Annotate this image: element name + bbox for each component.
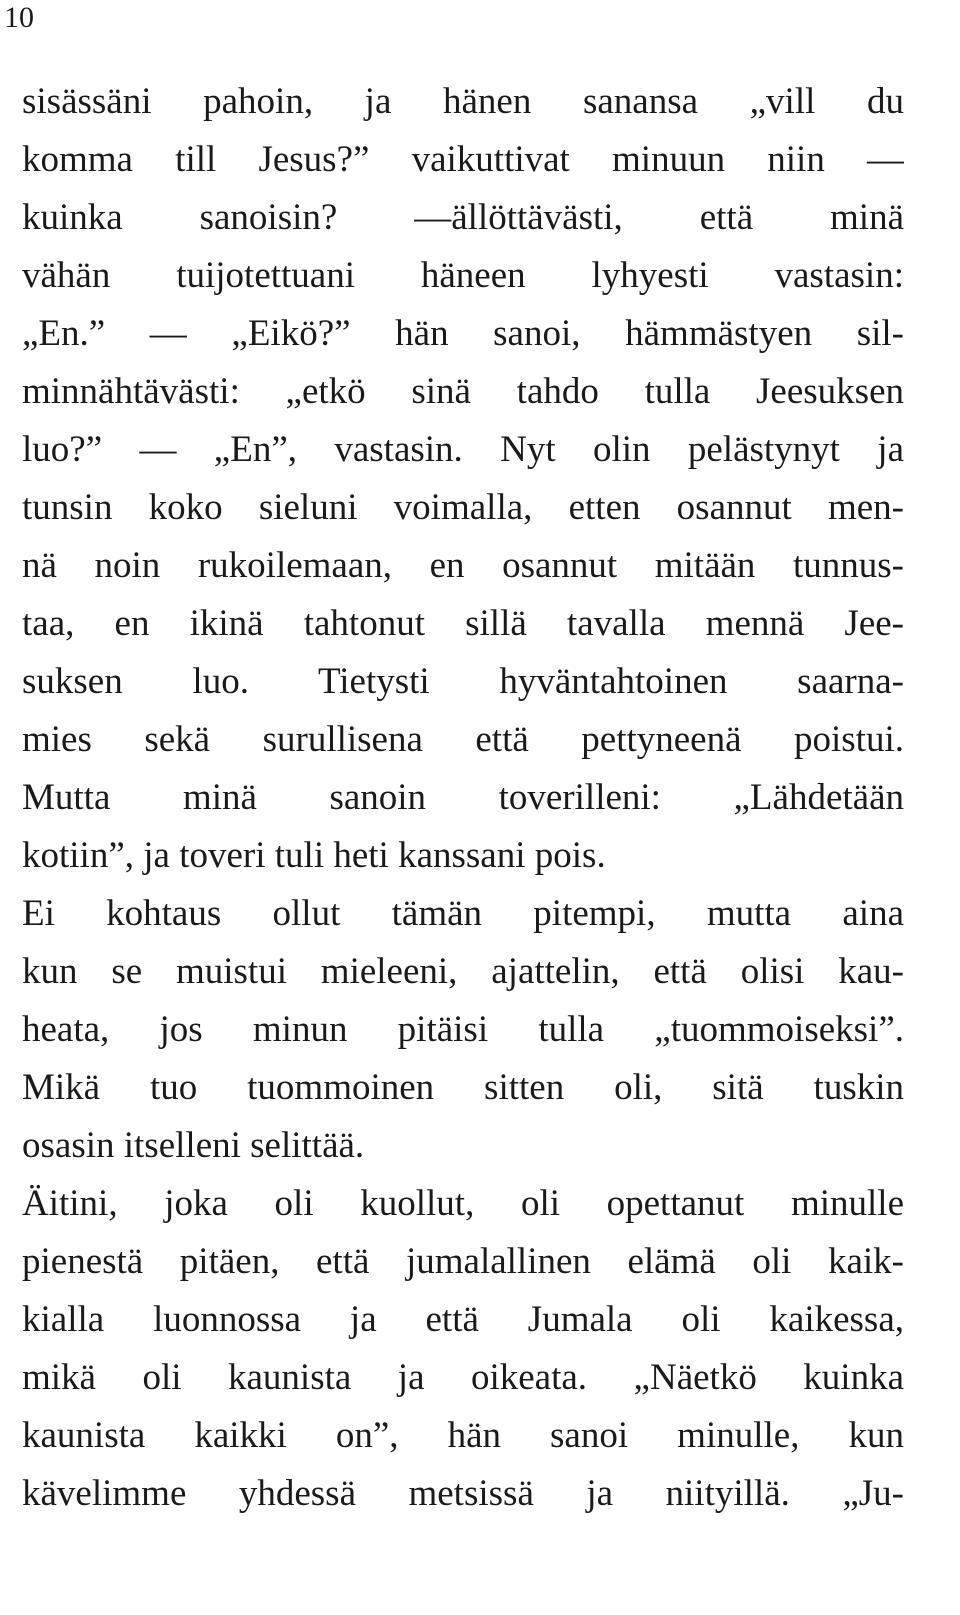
text-line: kialla luonnossa ja että Jumala oli kaikessa, <box>22 1299 904 1340</box>
text-line: tunsin koko sieluni voimalla, etten osannut men- <box>22 487 904 528</box>
text-line: kotiin”, ja toveri tuli heti kanssani pois. <box>22 835 606 876</box>
text-line: kun se muistui mieleeni, ajattelin, että olisi kau- <box>22 951 904 992</box>
text-line: kaunista kaikki on”, hän sanoi minulle, kun <box>22 1415 904 1456</box>
text-line: vähän tuijotettuani häneen lyhyesti vastasin: <box>22 255 904 296</box>
text-line: kuinka sanoisin? —ällöttävästi, että minä <box>22 197 904 238</box>
text-line: sisässäni pahoin, ja hänen sanansa „vill du <box>22 81 904 122</box>
text-line: luo?” — „En”, vastasin. Nyt olin pelästynyt ja <box>22 429 904 470</box>
text-line: Ei kohtaus ollut tämän pitempi, mutta aina <box>22 893 904 934</box>
text-line: Mutta minä sanoin toverilleni: „Lähdetään <box>22 777 904 818</box>
text-line: osasin itselleni selittää. <box>22 1125 365 1166</box>
text-line: minnähtävästi: „etkö sinä tahdo tulla Jeesuksen <box>22 371 904 412</box>
text-line: taa, en ikinä tahtonut sillä tavalla mennä Jee- <box>22 603 904 644</box>
text-line: mies sekä surullisena että pettyneenä poistui. <box>22 719 904 760</box>
page-number: 10 <box>4 1 34 34</box>
text-line: heata, jos minun pitäisi tulla „tuommoiseksi”. <box>22 1009 904 1050</box>
text-line: nä noin rukoilemaan, en osannut mitään tunnus- <box>22 545 904 586</box>
body-text <box>22 73 904 1523</box>
text-line: suksen luo. Tietysti hyväntahtoinen saarna- <box>22 661 904 702</box>
text-line: „En.” — „Eikö?” hän sanoi, hämmästyen sil- <box>22 313 904 354</box>
text-line: Mikä tuo tuommoinen sitten oli, sitä tuskin <box>22 1067 904 1108</box>
text-line: pienestä pitäen, että jumalallinen elämä oli kaik- <box>22 1241 904 1282</box>
text-line: komma till Jesus?” vaikuttivat minuun niin — <box>22 139 904 180</box>
text-line: mikä oli kaunista ja oikeata. „Näetkö kuinka <box>22 1357 904 1398</box>
text-line: kävelimme yhdessä metsissä ja niityillä. „Ju- <box>22 1473 904 1514</box>
text-line: Äitini, joka oli kuollut, oli opettanut minulle <box>22 1183 904 1224</box>
